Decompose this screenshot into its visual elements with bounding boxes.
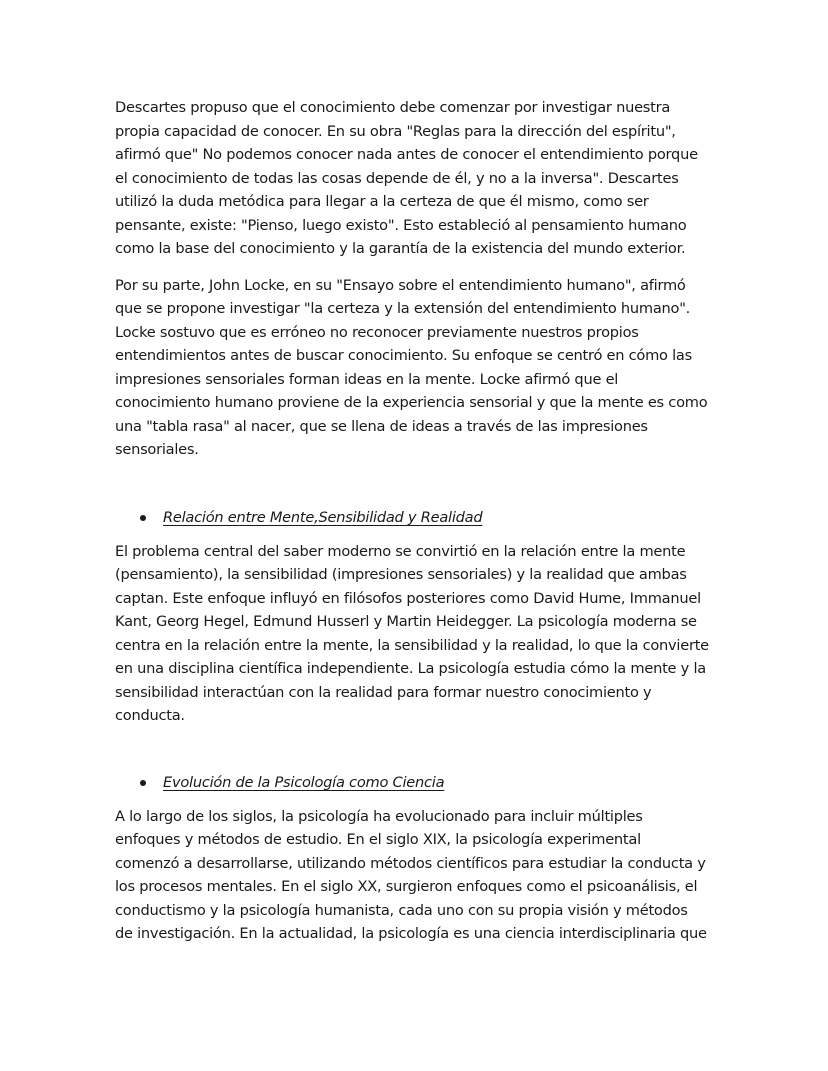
paragraph-descartes: Descartes propuso que el conocimiento debe comenzar por investigar nuestra propia capacidad de conocer. En su obra "Reglas para la dirección del espíritu", afirmó que" No podemos conocer nada antes de conocer el entendimiento porque el conocimiento de todas las cosas depende de él, y no a la inversa". Descartes utilizó la duda metódica para llegar a la certeza de que él mismo, como ser pensante, existe: "Pienso, luego existo". Esto estableció al pensamiento humano como la base del conocimiento y la garantía de la existencia del mundo exterior. xyxy=(115,99,698,257)
paragraph-mente-sensibilidad-realidad: El problema central del saber moderno se convirtió en la relación entre la mente (pensamiento), la sensibilidad (impresiones sensoriales) y la realidad que ambas captan. Este enfoque influyó en filósofos posteriores como David Hume, Immanuel Kant, Georg Hegel, Edmund Husserl y Martin Heidegger. La psicología moderna se centra en la relación entre la mente, la sensibilidad y la realidad, lo que la convierte en una disciplina científica independiente. La psicología estudia cómo la mente y la sensibilidad interactúan con la realidad para formar nuestro conocimiento y conducta. xyxy=(115,542,709,724)
document-body xyxy=(115,96,720,946)
section-heading-text: Relación entre Mente,Sensibilidad y Realidad xyxy=(163,508,483,526)
bullet-icon xyxy=(140,780,146,786)
bullet-icon xyxy=(140,515,146,521)
section-heading-text: Evolución de la Psicología como Ciencia xyxy=(163,773,445,791)
paragraph-evolucion: A lo largo de los siglos, la psicología ha evolucionado para incluir múltiples enfoques y métodos de estudio. En el siglo XIX, la psicología experimental comenzó a desarrollarse, utilizando métodos científicos para estudiar la conducta y los procesos mentales. En el siglo XX, surgieron enfoques como el psicoanálisis, el conductismo y la psicología humanista, cada uno con su propia visión y métodos de investigación. En la actualidad, la psicología es una ciencia interdisciplinaria que xyxy=(115,807,707,942)
section-heading-evolucion xyxy=(115,771,720,795)
paragraph-locke: Por su parte, John Locke, en su "Ensayo sobre el entendimiento humano", afirmó que se propone investigar "la certeza y la extensión del entendimiento humano". Locke sostuvo que es erróneo no reconocer previamente nuestros propios entendimientos antes de buscar conocimiento. Su enfoque se centró en cómo las impresiones sensoriales forman ideas en la mente. Locke afirmó que el conocimiento humano proviene de la experiencia sensorial y que la mente es como una "tabla rasa" al nacer, que se llena de ideas a través de las impresiones sensoriales. xyxy=(115,276,708,458)
section-heading-relacion xyxy=(115,506,720,530)
